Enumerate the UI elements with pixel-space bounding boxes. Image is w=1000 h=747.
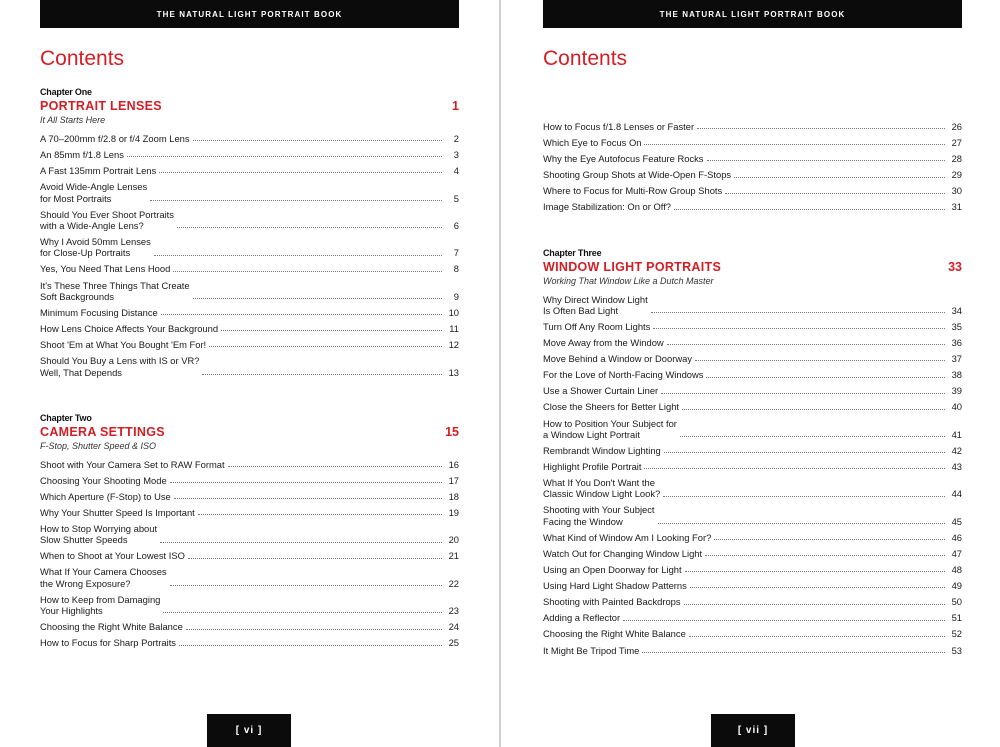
- toc-entry-page: 34: [951, 304, 962, 316]
- dot-leader: [198, 514, 442, 515]
- right-page: [503, 0, 1000, 747]
- dot-leader: [193, 298, 442, 299]
- toc-entry-page: 17: [448, 474, 459, 486]
- toc-entry-title: How to Focus f/1.8 Lenses or Faster: [543, 121, 695, 132]
- dot-leader: [193, 140, 442, 141]
- dot-leader: [163, 612, 442, 613]
- dot-leader: [623, 620, 945, 621]
- book-gutter: [499, 0, 501, 747]
- dot-leader: [685, 571, 945, 572]
- toc-entry-page: 4: [453, 165, 459, 177]
- toc-entry-page: 2: [453, 133, 459, 144]
- toc-entry-title: Choosing the Right White Balance: [543, 628, 686, 640]
- toc-entry-page: 40: [951, 401, 962, 413]
- toc-entry[interactable]: [543, 385, 962, 396]
- toc-entry[interactable]: [543, 612, 962, 623]
- chapter-label: Chapter Two: [40, 412, 92, 423]
- toc-entry-title: What If You Don't Want the Classic Window Light Look?: [543, 477, 661, 500]
- toc-entry-title: Yes, You Need That Lens Hood: [40, 263, 171, 275]
- toc-entry-title: It's These Three Things That Create Soft Backgrounds: [40, 279, 190, 302]
- dot-leader: [658, 523, 945, 524]
- chapter-title-row: [543, 260, 962, 274]
- chapter-page-number: 1: [452, 99, 459, 113]
- table-of-contents: [543, 121, 962, 661]
- toc-entry[interactable]: [543, 532, 962, 543]
- toc-entry-page: 43: [951, 461, 962, 472]
- dot-leader: [154, 255, 442, 256]
- chapter-title-row: [40, 99, 459, 113]
- toc-entry-page: 30: [951, 185, 962, 197]
- dot-leader: [714, 539, 945, 540]
- toc-entry-page: 18: [448, 490, 459, 502]
- toc-entry-title: Shoot with Your Camera Set to RAW Format: [40, 458, 225, 470]
- page-folio: [ vi ]: [207, 714, 291, 747]
- toc-entry-page: 9: [453, 290, 459, 302]
- toc-entry-title: Adding a Reflector: [543, 612, 621, 624]
- dot-leader: [644, 468, 945, 469]
- toc-entry-title: When to Shoot at Your Lowest ISO: [40, 550, 185, 562]
- toc-entry[interactable]: [40, 323, 459, 334]
- toc-entry-title: Using Hard Light Shadow Patterns: [543, 580, 687, 592]
- chapter-title-row: [40, 425, 459, 439]
- toc-entry-page: 39: [951, 385, 962, 397]
- toc-entry[interactable]: [543, 445, 962, 456]
- toc-entry[interactable]: [40, 594, 459, 617]
- toc-entry-title: Why Direct Window Light Is Often Bad Light: [543, 293, 648, 316]
- toc-entry-page: 52: [951, 628, 962, 640]
- toc-entry-title: Minimum Focusing Distance: [40, 306, 158, 318]
- toc-entry-page: 27: [951, 137, 962, 149]
- toc-entry-page: 10: [448, 306, 459, 318]
- toc-entry-title: Rembrandt Window Lighting: [543, 444, 661, 456]
- toc-entry[interactable]: [543, 337, 962, 348]
- dot-leader: [661, 393, 945, 394]
- toc-entry[interactable]: [40, 263, 459, 274]
- toc-entry-title: Shooting with Your Subject Facing the Window: [543, 504, 655, 527]
- toc-entry-title: Move Behind a Window or Doorway: [543, 353, 693, 365]
- dot-leader: [174, 498, 442, 499]
- chapter-subtitle: F-Stop, Shutter Speed & ISO: [40, 440, 157, 451]
- dot-leader: [202, 374, 442, 375]
- toc-entry[interactable]: [543, 201, 962, 212]
- toc-entry-page: 7: [453, 247, 459, 259]
- contents-title: Contents: [40, 47, 125, 70]
- dot-leader: [697, 128, 945, 129]
- toc-entry-title: A Fast 135mm Portrait Lens: [40, 165, 157, 177]
- chapter-title: PORTRAIT LENSES: [40, 99, 162, 113]
- toc-entry-page: 31: [951, 201, 962, 213]
- toc-entry[interactable]: [40, 491, 459, 502]
- dot-leader: [209, 346, 442, 347]
- dot-leader: [664, 452, 945, 453]
- dot-leader: [221, 330, 442, 331]
- toc-entry-page: 53: [951, 644, 962, 656]
- toc-entry-page: 36: [951, 337, 962, 349]
- toc-entry-title: What If Your Camera Chooses the Wrong Exposure?: [40, 566, 167, 589]
- toc-entry[interactable]: [40, 307, 459, 318]
- toc-entry-page: 49: [951, 580, 962, 592]
- toc-entry-page: 37: [951, 353, 962, 365]
- dot-leader: [695, 360, 945, 361]
- toc-entry[interactable]: [543, 564, 962, 575]
- dot-leader: [150, 200, 442, 201]
- toc-entry-title: How to Position Your Subject for a Window Light Portrait: [543, 417, 677, 440]
- toc-entry[interactable]: [40, 621, 459, 632]
- toc-entry[interactable]: [40, 181, 459, 204]
- toc-entry[interactable]: [40, 149, 459, 160]
- toc-entry-title: How to Keep from Damaging Your Highlights: [40, 593, 161, 617]
- toc-entry-title: How Lens Choice Affects Your Background: [40, 323, 219, 335]
- dot-leader: [644, 144, 945, 145]
- dot-leader: [179, 645, 442, 646]
- toc-entry-page: 21: [448, 550, 459, 562]
- toc-entry-title: Which Aperture (F-Stop) to Use: [40, 490, 171, 502]
- toc-entry-title: Using an Open Doorway for Light: [543, 564, 682, 576]
- chapter-spacer: [543, 218, 962, 248]
- dot-leader: [682, 409, 945, 410]
- toc-entry-title: Close the Sheers for Better Light: [543, 401, 680, 413]
- dot-leader: [680, 436, 945, 437]
- chapter-spacer: [40, 383, 459, 413]
- toc-entry-title: Where to Focus for Multi-Row Group Shots: [543, 185, 723, 197]
- toc-entry[interactable]: [40, 236, 459, 259]
- toc-entry[interactable]: [543, 596, 962, 607]
- page-folio: [ vii ]: [711, 714, 795, 747]
- running-header: THE NATURAL LIGHT PORTRAIT BOOK: [40, 0, 459, 28]
- toc-entry-page: 42: [951, 444, 962, 456]
- toc-entry[interactable]: [543, 169, 962, 180]
- toc-entry-page: 35: [951, 320, 962, 332]
- toc-entry-page: 12: [448, 339, 459, 351]
- toc-entry-page: 26: [951, 121, 962, 132]
- toc-entry-title: How to Stop Worrying about Slow Shutter Speeds: [40, 522, 158, 546]
- toc-entry-title: Choosing the Right White Balance: [40, 621, 183, 633]
- toc-entry-title: What Kind of Window Am I Looking For?: [543, 531, 712, 543]
- chapter-heading: [40, 413, 459, 451]
- toc-entry-page: 6: [453, 219, 459, 231]
- dot-leader: [734, 177, 945, 178]
- chapter-subtitle: Working That Window Like a Dutch Master: [543, 275, 714, 286]
- toc-entry-page: 25: [448, 637, 459, 649]
- toc-entry[interactable]: [40, 280, 459, 303]
- toc-entry[interactable]: [543, 401, 962, 412]
- toc-entry[interactable]: [40, 550, 459, 561]
- toc-entry[interactable]: [543, 645, 962, 656]
- toc-entry[interactable]: [40, 355, 459, 378]
- toc-entry-title: Choosing Your Shooting Mode: [40, 474, 167, 486]
- dot-leader: [160, 542, 442, 543]
- toc-entry-page: 28: [951, 153, 962, 165]
- toc-entry-page: 47: [951, 547, 962, 559]
- toc-entry[interactable]: [543, 137, 962, 148]
- toc-entry-page: 48: [951, 564, 962, 576]
- contents-title: Contents: [543, 47, 628, 70]
- toc-entry-page: 22: [448, 577, 459, 589]
- toc-entry-title: Watch Out for Changing Window Light: [543, 547, 703, 559]
- toc-entry-title: For the Love of North-Facing Windows: [543, 369, 704, 381]
- toc-entry-page: 5: [453, 192, 459, 204]
- toc-entry-page: 46: [951, 531, 962, 543]
- toc-entry-page: 3: [453, 149, 459, 161]
- dot-leader: [127, 156, 442, 157]
- toc-entry-page: 19: [448, 506, 459, 518]
- toc-entry-title: Why I Avoid 50mm Lenses for Close-Up Portraits: [40, 236, 151, 259]
- toc-entry[interactable]: [40, 165, 459, 176]
- toc-entry-page: 50: [951, 596, 962, 608]
- toc-entry-page: 23: [448, 605, 459, 617]
- dot-leader: [642, 652, 945, 653]
- chapter-page-number: 15: [445, 424, 459, 439]
- dot-leader: [667, 344, 945, 345]
- chapter-title: CAMERA SETTINGS: [40, 424, 165, 439]
- toc-entry[interactable]: [543, 369, 962, 380]
- toc-entry-page: 20: [448, 534, 459, 546]
- dot-leader: [725, 193, 945, 194]
- toc-entry[interactable]: [40, 475, 459, 486]
- dot-leader: [653, 328, 945, 329]
- toc-entry-page: 24: [448, 621, 459, 633]
- chapter-label: Chapter One: [40, 87, 92, 97]
- chapter-heading: [40, 87, 459, 125]
- dot-leader: [177, 227, 442, 228]
- dot-leader: [170, 585, 442, 586]
- toc-entry[interactable]: [543, 628, 962, 639]
- toc-entry-title: Shooting Group Shots at Wide-Open F-Stops: [543, 169, 732, 181]
- dot-leader: [161, 314, 442, 315]
- toc-entry[interactable]: [40, 523, 459, 546]
- dot-leader: [186, 629, 442, 630]
- toc-entry-page: 45: [951, 515, 962, 527]
- dot-leader: [689, 636, 945, 637]
- toc-entry[interactable]: [543, 418, 962, 441]
- toc-entry-page: 16: [448, 458, 459, 470]
- chapter-heading: [543, 248, 962, 286]
- toc-entry-title: A 70–200mm f/2.8 or f/4 Zoom Lens: [40, 133, 190, 144]
- dot-leader: [690, 587, 945, 588]
- toc-entry-title: How to Focus for Sharp Portraits: [40, 637, 176, 649]
- dot-leader: [159, 172, 442, 173]
- toc-entry[interactable]: [40, 566, 459, 589]
- toc-entry-page: 8: [453, 263, 459, 275]
- toc-entry-title: An 85mm f/1.8 Lens: [40, 149, 124, 161]
- toc-entry[interactable]: [40, 459, 459, 470]
- toc-entry[interactable]: [543, 461, 962, 472]
- toc-entry[interactable]: [40, 133, 459, 144]
- toc-entry[interactable]: [543, 477, 962, 500]
- toc-entry[interactable]: [40, 209, 459, 232]
- toc-entry[interactable]: [543, 504, 962, 527]
- toc-entry[interactable]: [543, 580, 962, 591]
- dot-leader: [707, 160, 946, 161]
- toc-entry-page: 38: [951, 369, 962, 381]
- toc-entry-title: Move Away from the Window: [543, 337, 664, 349]
- toc-entry[interactable]: [543, 294, 962, 317]
- toc-entry[interactable]: [543, 185, 962, 196]
- toc-entry-title: Which Eye to Focus On: [543, 137, 642, 149]
- toc-entry[interactable]: [543, 353, 962, 364]
- toc-entry-title: Highlight Profile Portrait: [543, 461, 642, 472]
- chapter-subtitle: It All Starts Here: [40, 115, 106, 125]
- dot-leader: [674, 209, 945, 210]
- toc-entry-page: 41: [951, 428, 962, 440]
- toc-entry-title: Shooting with Painted Backdrops: [543, 596, 681, 608]
- dot-leader: [684, 604, 945, 605]
- dot-leader: [173, 271, 442, 272]
- toc-entry-page: 44: [951, 488, 962, 500]
- toc-entry-title: Turn Off Any Room Lights: [543, 320, 651, 332]
- toc-entry-title: Shoot 'Em at What You Bought 'Em For!: [40, 339, 207, 351]
- dot-leader: [170, 482, 442, 483]
- dot-leader: [705, 555, 945, 556]
- toc-entry[interactable]: [40, 637, 459, 648]
- toc-entry-title: Use a Shower Curtain Liner: [543, 385, 659, 397]
- toc-entry-title: Why the Eye Autofocus Feature Rocks: [543, 153, 704, 165]
- toc-entry[interactable]: [543, 121, 962, 132]
- toc-entry[interactable]: [543, 321, 962, 332]
- dot-leader: [188, 558, 442, 559]
- table-of-contents: [40, 87, 459, 653]
- toc-entry-title: It Might Be Tripod Time: [543, 644, 640, 656]
- chapter-title: WINDOW LIGHT PORTRAITS: [543, 259, 722, 274]
- toc-entry-title: Why Your Shutter Speed Is Important: [40, 506, 195, 518]
- toc-entry-title: Image Stabilization: On or Off?: [543, 201, 672, 213]
- toc-entry[interactable]: [543, 153, 962, 164]
- dot-leader: [706, 377, 945, 378]
- toc-entry-title: Should You Buy a Lens with IS or VR? Well, That Depends: [40, 355, 200, 378]
- toc-entry[interactable]: [40, 339, 459, 350]
- toc-entry-page: 11: [449, 323, 459, 335]
- dot-leader: [228, 466, 442, 467]
- running-header: THE NATURAL LIGHT PORTRAIT BOOK: [543, 0, 962, 28]
- chapter-label: Chapter Three: [543, 247, 602, 258]
- toc-entry-page: 13: [448, 366, 459, 378]
- chapter-page-number: 33: [948, 259, 962, 274]
- toc-entry-title: Should You Ever Shoot Portraits with a Wide-Angle Lens?: [40, 208, 174, 231]
- dot-leader: [663, 496, 945, 497]
- toc-entry[interactable]: [543, 548, 962, 559]
- toc-entry-page: 29: [951, 169, 962, 181]
- toc-entry-title: Avoid Wide-Angle Lenses for Most Portraits: [40, 181, 148, 204]
- toc-entry[interactable]: [40, 507, 459, 518]
- toc-entry-page: 51: [951, 612, 962, 624]
- dot-leader: [651, 312, 945, 313]
